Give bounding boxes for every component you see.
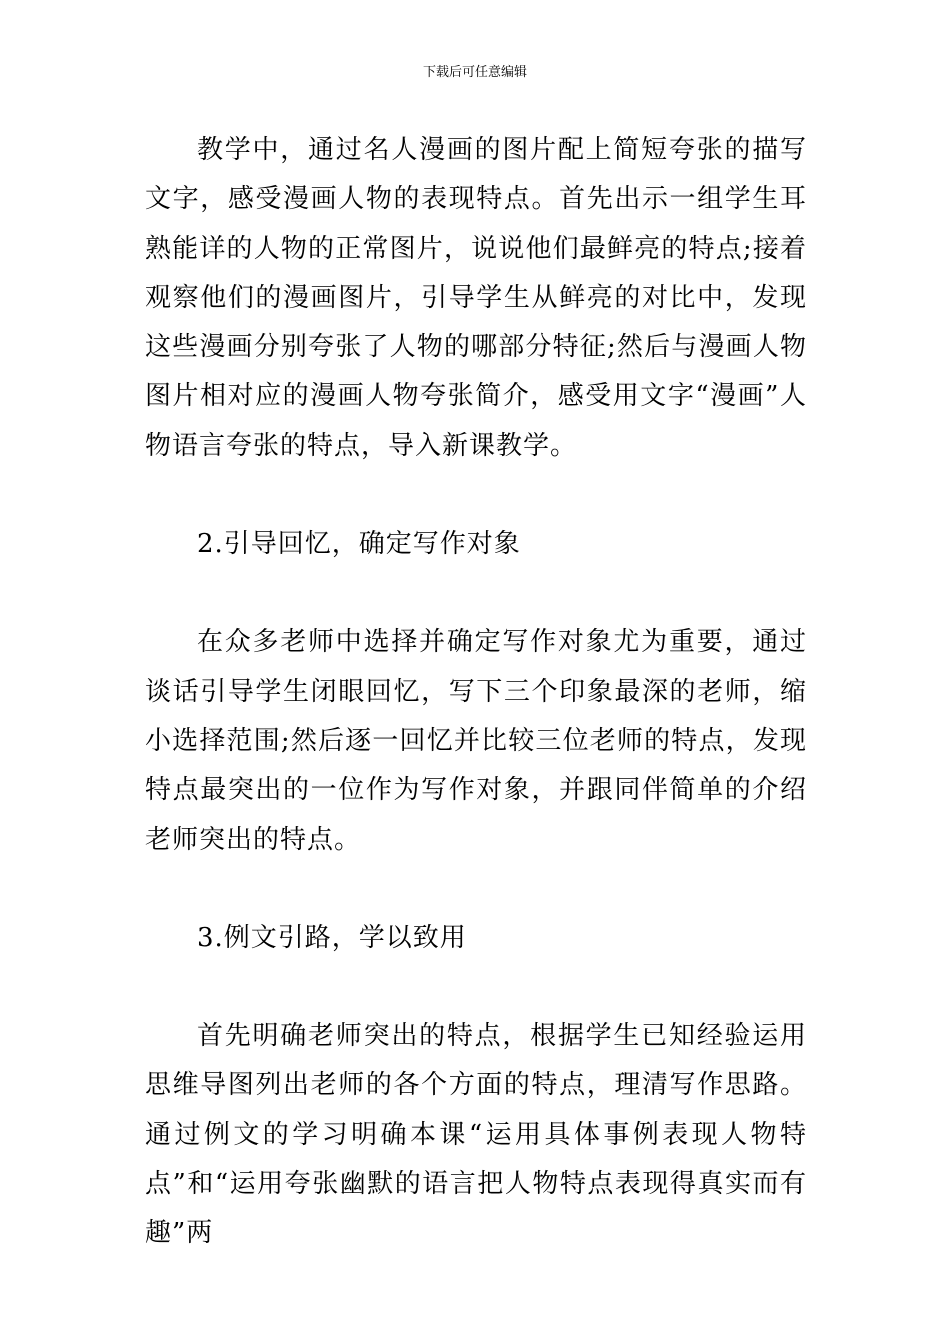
document-body [145, 126, 807, 1259]
paragraph-spacer [145, 963, 807, 1012]
section-heading-3: 3.例文引路，学以致用 [197, 922, 467, 953]
paragraph-select-subject: 在众多老师中选择并确定写作对象尤为重要，通过谈话引导学生闭眼回忆，写下三个印象最深的老师，缩小选择范围;然后逐一回忆并比较三位老师的特点，发现特点最突出的一位作为写作对象，并跟同伴简单的介绍老师突出的特点。 [145, 627, 807, 855]
paragraph-spacer [145, 865, 807, 914]
page-header-note: 下载后可任意编辑 [422, 65, 527, 80]
paragraph-spacer [145, 569, 807, 618]
paragraph-spacer [145, 471, 807, 520]
paragraph-example-guide: 首先明确老师突出的特点，根据学生已知经验运用思维导图列出老师的各个方面的特点，理清写作思路。通过例文的学习明确本课“运用具体事例表现人物特点”和“运用夸张幽默的语言把人物特点表现得真实而有趣”两 [145, 1021, 807, 1249]
paragraph-intro: 教学中，通过名人漫画的图片配上简短夸张的描写文字，感受漫画人物的表现特点。首先出示一组学生耳熟能详的人物的正常图片，说说他们最鲜亮的特点;接着观察他们的漫画图片，引导学生从鲜亮的对比中，发现这些漫画分别夸张了人物的哪部分特征;然后与漫画人物图片相对应的漫画人物夸张简介，感受用文字“漫画”人物语言夸张的特点，导入新课教学。 [145, 135, 807, 461]
section-heading-2: 2.引导回忆，确定写作对象 [197, 529, 521, 560]
